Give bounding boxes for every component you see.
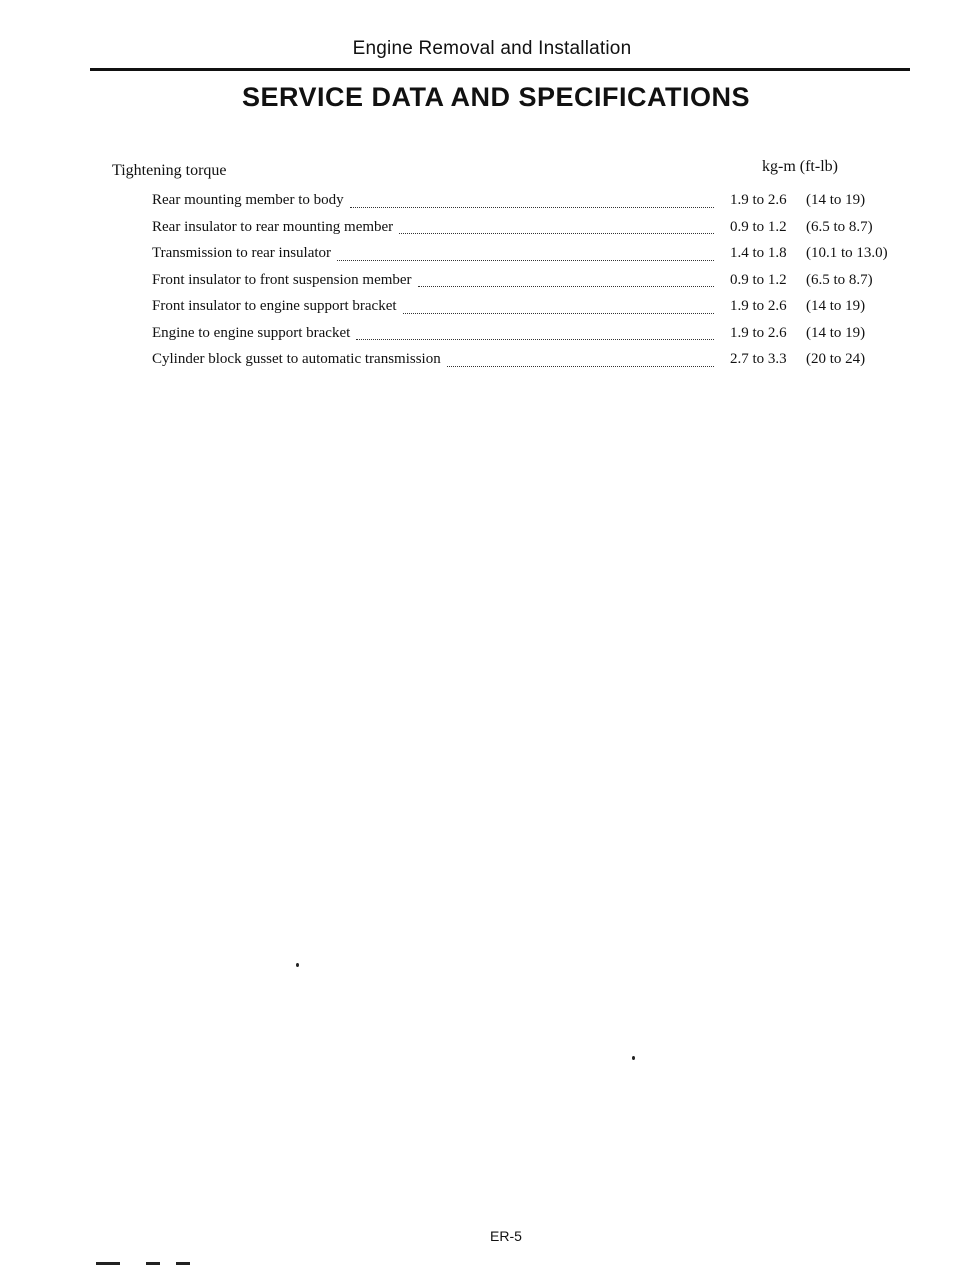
row-imperial: (6.5 to 8.7)	[806, 271, 873, 288]
row-item: Rear mounting member to body	[152, 192, 344, 208]
row-imperial: (14 to 19)	[806, 324, 866, 341]
row-item: Engine to engine support bracket	[152, 324, 351, 341]
header-rule	[90, 68, 910, 71]
row-imperial: (14 to 19)	[806, 192, 866, 208]
units-label: kg-m (ft-lb)	[762, 158, 838, 175]
row-item: Rear insulator to rear mounting member	[152, 218, 394, 235]
row-item: Front insulator to front suspension member	[152, 271, 412, 288]
table-row	[152, 240, 912, 267]
row-item: Transmission to rear insulator	[152, 245, 332, 261]
row-imperial: (10.1 to 13.0)	[806, 245, 888, 261]
scan-speck	[632, 1056, 635, 1060]
page-number: ER-5	[490, 1228, 522, 1244]
dot-leader	[418, 274, 714, 287]
scan-edge-mark	[176, 1262, 190, 1265]
table-row	[152, 187, 912, 214]
page-header: Engine Removal and Installation	[352, 38, 632, 59]
table-row	[152, 320, 912, 347]
row-metric: 1.4 to 1.8	[730, 245, 787, 261]
row-metric: 0.9 to 1.2	[730, 271, 787, 288]
row-item: Front insulator to engine support bracket	[152, 298, 397, 314]
dot-leader	[399, 221, 714, 234]
row-metric: 0.9 to 1.2	[730, 218, 787, 235]
row-metric: 2.7 to 3.3	[730, 351, 787, 367]
row-imperial: (20 to 24)	[806, 351, 866, 367]
dot-leader	[350, 195, 714, 208]
row-item: Cylinder block gusset to automatic transmission	[152, 351, 441, 367]
row-imperial: (14 to 19)	[806, 298, 866, 314]
page-title: SERVICE DATA AND SPECIFICATIONS	[241, 82, 751, 112]
scan-speck	[296, 963, 299, 967]
table-row	[152, 293, 912, 320]
row-metric: 1.9 to 2.6	[730, 192, 787, 208]
section-label: Tightening torque	[112, 162, 227, 179]
table-row	[152, 346, 912, 373]
table-row	[152, 214, 912, 241]
dot-leader	[356, 327, 714, 340]
scan-edge-mark	[96, 1262, 120, 1265]
row-metric: 1.9 to 2.6	[730, 298, 787, 314]
table-row	[152, 267, 912, 294]
row-imperial: (6.5 to 8.7)	[806, 218, 873, 235]
row-metric: 1.9 to 2.6	[730, 324, 787, 341]
dot-leader	[447, 354, 714, 367]
dot-leader	[403, 301, 714, 314]
scan-edge-mark	[146, 1262, 160, 1265]
dot-leader	[337, 248, 714, 261]
torque-table	[152, 187, 912, 373]
